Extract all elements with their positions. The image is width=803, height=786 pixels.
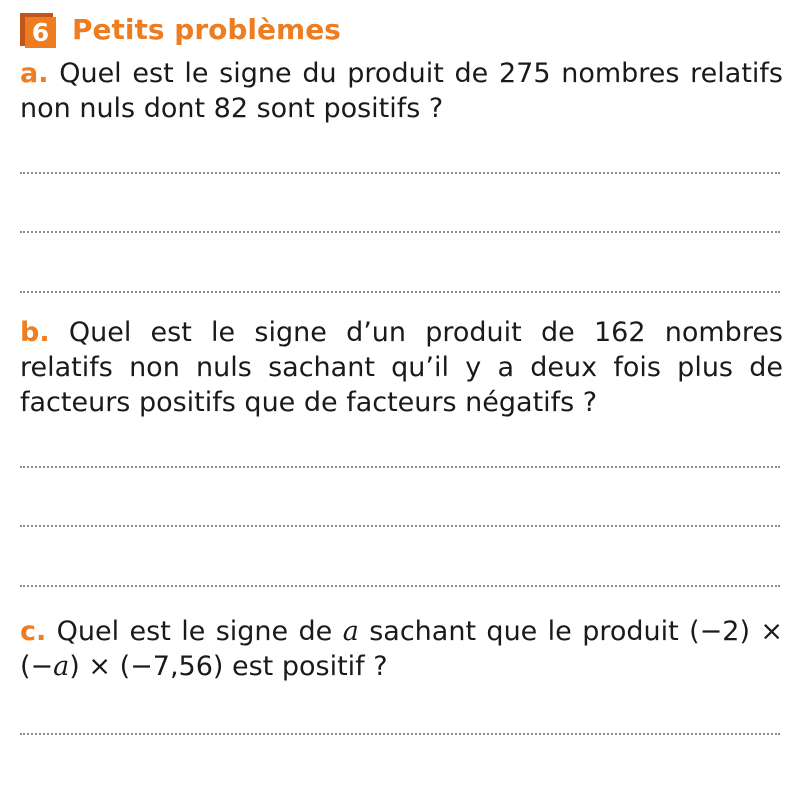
question-c xyxy=(20,614,783,684)
question-c-letter: c. xyxy=(20,616,47,647)
question-c-text-before: Quel est le signe de xyxy=(56,616,333,647)
answer-line-a2[interactable] xyxy=(20,231,780,233)
answer-line-c1[interactable] xyxy=(20,733,780,735)
answer-line-b2[interactable] xyxy=(20,525,780,527)
question-a-text: Quel est le signe du produit de 275 nombres relatifs non nuls dont 82 sont positifs ? xyxy=(20,58,783,124)
exercise-number-badge xyxy=(20,13,56,47)
answer-line-a1[interactable] xyxy=(20,172,780,174)
exercise-title: Petits problèmes xyxy=(72,13,341,46)
question-c-expr-start: (−2) × (− xyxy=(20,616,783,682)
question-c-variable: a xyxy=(342,616,359,647)
question-b xyxy=(20,315,783,420)
question-c-expr-variable: a xyxy=(53,651,70,682)
question-b-text: Quel est le signe d’un produit de 162 nombres relatifs non nuls sachant qu’il y a deux fois plus de facteurs positifs que de facteurs négatifs ? xyxy=(20,317,784,418)
answer-line-a3[interactable] xyxy=(20,291,780,293)
exercise-number: 6 xyxy=(25,17,56,48)
question-a xyxy=(20,56,783,126)
question-c-text-after: sachant que le produit xyxy=(369,616,679,647)
answer-line-b1[interactable] xyxy=(20,466,780,468)
answer-line-b3[interactable] xyxy=(20,585,780,587)
question-a-letter: a. xyxy=(20,58,49,89)
question-b-letter: b. xyxy=(20,317,50,348)
question-c-expr-end: ) × (−7,56) est positif ? xyxy=(69,651,388,682)
exercise-header xyxy=(20,12,341,48)
